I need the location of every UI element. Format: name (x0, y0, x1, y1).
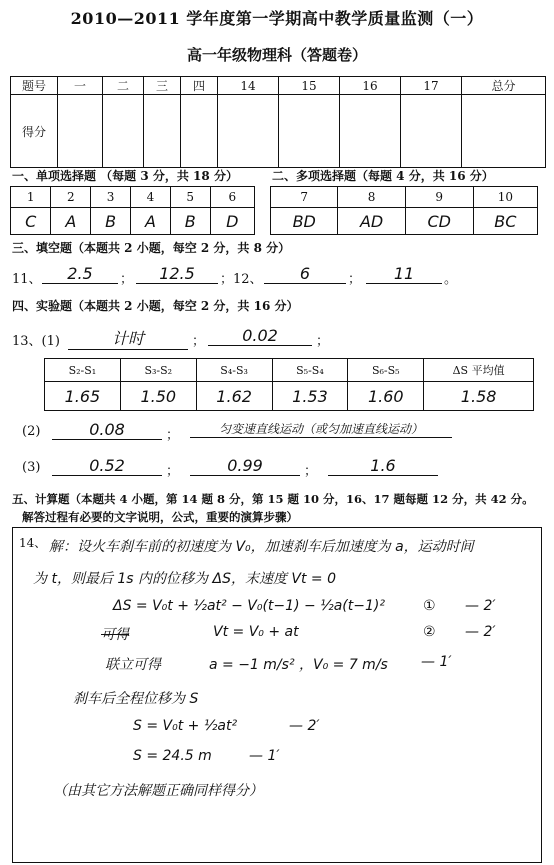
experiment-table (44, 358, 534, 411)
end-mark: 。 (444, 272, 458, 287)
section5-title: 五、计算题（本题共 4 小题，第 14 题 8 分，第 15 题 10 分，16、17 题每题 12 分，共 42 分。 (12, 492, 534, 506)
fill-in-row (12, 264, 542, 286)
solution-line: ΔS = V₀t + ½at² − V₀(t−1) − ½a(t−1)² (113, 598, 385, 614)
q13-part3-answer-a: 0.52 (52, 456, 162, 476)
q12-answer-a: 6 (264, 264, 346, 284)
score-header-cell: 16 (340, 77, 401, 95)
solution-line: 联立可得 (105, 657, 161, 673)
section4-title: 四、实验题（本题共 2 小题，每空 2 分，共 16 分） (12, 299, 299, 313)
lab-value-cell: 1.60 (348, 382, 424, 411)
lab-value-cell: 1.50 (120, 382, 196, 411)
multiple-choice-table (270, 186, 538, 235)
score-mark: — 2′ (289, 718, 320, 734)
separator: ； (166, 464, 180, 479)
section5-note: 解答过程有必要的文字说明，公式，重要的演算步骤） (22, 510, 298, 524)
score-header-cell: 总分 (462, 77, 546, 95)
question-number: 3 (91, 187, 131, 208)
q13-part1-row (12, 326, 542, 348)
answer-cell: BD (271, 208, 338, 235)
lab-header-cell: ΔS 平均值 (424, 359, 534, 382)
solution-line: S = 24.5 m (133, 748, 212, 764)
q12-answer-b: 11 (366, 264, 442, 284)
score-header-cell: 14 (218, 77, 279, 95)
q13-answer-b: 0.02 (208, 326, 312, 346)
score-mark: — 1′ (249, 748, 280, 764)
question-number: 9 (405, 187, 473, 208)
score-header-cell: 15 (279, 77, 340, 95)
q13-part2-answer-b: 匀变速直线运动（或匀加速直线运动） (190, 420, 452, 438)
question-number: 8 (338, 187, 405, 208)
exam-subtitle: 高一年级物理科（答题卷） (186, 46, 367, 64)
q13-part2-row (12, 420, 542, 442)
question-number: 10 (473, 187, 537, 208)
q13-part2-answer-a: 0.08 (52, 420, 162, 440)
score-cell (144, 95, 181, 168)
q11-label: 11、 (12, 272, 42, 287)
lab-value-cell: 1.65 (45, 382, 121, 411)
lab-header-cell: S₂-S₁ (45, 359, 121, 382)
lab-value-cell: 1.58 (424, 382, 534, 411)
lab-header-cell: S₅-S₄ (272, 359, 348, 382)
solution-line: 为 t，则最后 1s 内的位移为 ΔS，末速度 Vt = 0 (33, 571, 337, 587)
score-cell (181, 95, 218, 168)
lab-header-cell: S₆-S₅ (348, 359, 424, 382)
answer-cell: AD (338, 208, 405, 235)
q11-answer-b: 12.5 (136, 264, 218, 284)
question-number: 2 (51, 187, 91, 208)
q11-answer-a: 2.5 (42, 264, 118, 284)
score-mark: — 2′ (465, 624, 496, 640)
separator: ； (120, 272, 134, 287)
score-header-cell: 三 (144, 77, 181, 95)
solution-note: （由其它方法解题正确同样得分） (53, 783, 263, 799)
solution-line: 解：设火车刹车前的初速度为 V₀，加速刹车后加速度为 a，运动时间 (49, 539, 474, 555)
section3-title: 三、填空题（本题共 2 小题，每空 2 分，共 8 分） (12, 241, 291, 255)
equation-number: ① (423, 598, 436, 614)
q13-part3-row (12, 456, 542, 478)
separator: ； (316, 334, 330, 349)
answer-cell: B (91, 208, 131, 235)
score-table (10, 76, 546, 168)
score-cell (279, 95, 340, 168)
answer-cell: BC (473, 208, 537, 235)
score-mark: — 1′ (421, 654, 452, 670)
separator: ； (348, 272, 362, 287)
q13-label: 13、(1) (12, 334, 60, 349)
score-header-cell: 题号 (11, 77, 58, 95)
question-number: 4 (131, 187, 171, 208)
score-cell (340, 95, 401, 168)
q13-part2-label: (2) (22, 424, 41, 439)
answer-cell: A (131, 208, 171, 235)
q13-answer-a: 计时 (68, 326, 188, 350)
answer-cell: C (11, 208, 51, 235)
lab-header-cell: S₃-S₂ (120, 359, 196, 382)
q12-label: ；12、 (220, 272, 263, 287)
solution-line: S = V₀t + ½at² (133, 718, 238, 734)
score-cell (401, 95, 462, 168)
separator: ； (304, 464, 318, 479)
score-cell (218, 95, 279, 168)
answer-cell: A (51, 208, 91, 235)
exam-title: 2010—2011 学年度第一学期高中教学质量监测（一） (70, 9, 484, 28)
answer-cell: B (170, 208, 210, 235)
score-cell (462, 95, 546, 168)
separator: ； (166, 428, 180, 443)
q13-part3-label: (3) (22, 460, 41, 475)
score-header-cell: 17 (401, 77, 462, 95)
score-header-cell: 四 (181, 77, 218, 95)
solution-line: a = −1 m/s² ，V₀ = 7 m/s (209, 657, 388, 673)
score-cell (103, 95, 144, 168)
answer-cell: CD (405, 208, 473, 235)
question-number: 6 (210, 187, 254, 208)
single-choice-table (10, 186, 255, 235)
score-mark: — 2′ (465, 598, 496, 614)
question-number: 5 (170, 187, 210, 208)
section1-title: 一、单项选择题 （每题 3 分，共 18 分） (12, 169, 238, 183)
question-number: 7 (271, 187, 338, 208)
score-header-cell: 二 (103, 77, 144, 95)
q13-part3-answer-c: 1.6 (328, 456, 438, 476)
score-header-cell: 一 (58, 77, 103, 95)
equation-number: ② (423, 624, 436, 640)
q13-part3-answer-b: 0.99 (190, 456, 300, 476)
q14-label: 14、 (19, 536, 47, 550)
section2-title: 二、多项选择题（每题 4 分，共 16 分） (272, 169, 494, 183)
score-cell (58, 95, 103, 168)
answer-cell: D (210, 208, 254, 235)
score-row-label: 得分 (11, 95, 58, 168)
question-number: 1 (11, 187, 51, 208)
q14-answer-box (12, 527, 542, 863)
solution-line: Vt = V₀ + at (213, 624, 299, 640)
separator: ； (192, 334, 206, 349)
lab-value-cell: 1.62 (196, 382, 272, 411)
solution-line: 刹车后全程位移为 S (73, 691, 199, 707)
lab-header-cell: S₄-S₃ (196, 359, 272, 382)
lab-value-cell: 1.53 (272, 382, 348, 411)
crossed-out-text: 可得 (101, 627, 129, 643)
